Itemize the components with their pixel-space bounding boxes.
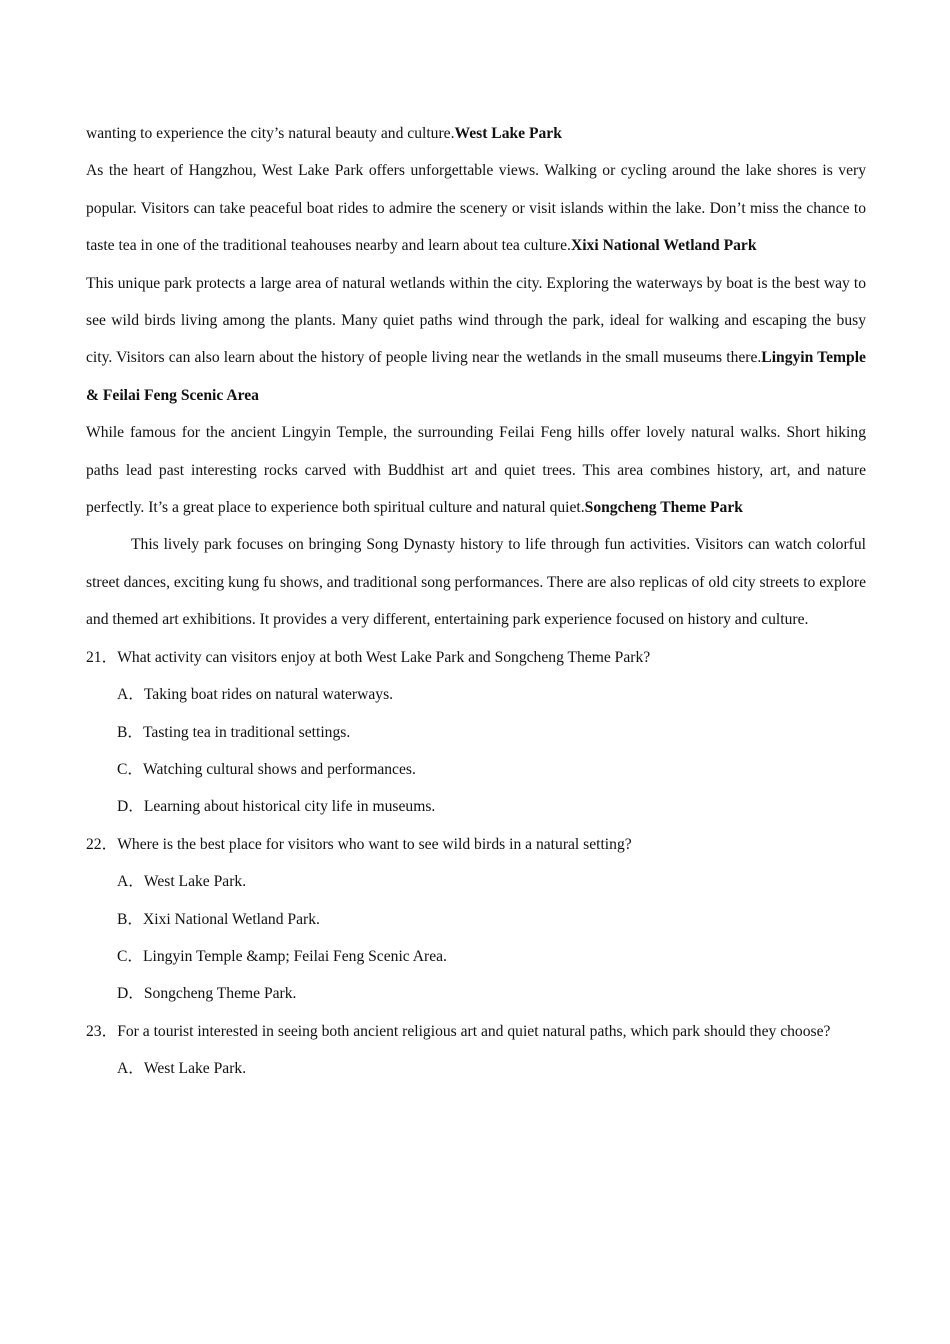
section-heading-songcheng: Songcheng Theme Park (584, 499, 743, 517)
option-21-c (86, 751, 866, 788)
passage-paragraph-xixi (86, 265, 866, 415)
option-letter: A． (117, 1060, 144, 1078)
option-22-a (86, 863, 866, 900)
question-23 (86, 1013, 866, 1050)
question-22 (86, 826, 866, 863)
paragraph-text: As the heart of Hangzhou, West Lake Park offers unforgettable views. Walking or cycling around the lake shores is very popular. Visitors can take peaceful boat rides to admire the scenery or visit islands within the lake. Don’t miss the chance to taste tea in one of the traditional teahouses nearby and learn about tea culture. (86, 162, 866, 255)
option-text: West Lake Park. (143, 1060, 247, 1078)
option-21-d (86, 788, 866, 825)
option-letter: A． (117, 686, 144, 704)
option-letter: A． (117, 873, 144, 891)
question-text: What activity can visitors enjoy at both West Lake Park and Songcheng Theme Park? (117, 648, 651, 666)
option-text: Xixi National Wetland Park. (143, 910, 320, 928)
paragraph-text: wanting to experience the city’s natural beauty and culture. (86, 125, 455, 142)
option-letter: C． (117, 760, 143, 778)
section-heading-lingyin: Lingyin Temple & Feilai Feng Scenic Area (86, 349, 866, 404)
option-text: Learning about historical city life in museums. (143, 798, 436, 816)
question-21 (86, 639, 866, 676)
section-heading-west-lake: West Lake Park (454, 125, 562, 142)
option-letter: B． (117, 910, 143, 928)
paragraph-text: This unique park protects a large area of natural wetlands within the city. Exploring the waterways by boat is the best way to see wild birds living among the plants. Many quiet paths wind through the park, ideal for walking and escaping the busy city. Visitors can also learn about the history of people living near the wetlands in the small museums there. (86, 274, 866, 367)
option-text: Lingyin Temple &amp; Feilai Feng Scenic Area. (143, 947, 447, 965)
question-number: 21． (86, 648, 118, 666)
passage-paragraph-intro (86, 115, 866, 152)
section-heading-xixi: Xixi National Wetland Park (570, 237, 757, 255)
option-22-c (86, 938, 866, 975)
option-21-a (86, 676, 866, 713)
question-number: 23． (86, 1022, 118, 1040)
question-text: For a tourist interested in seeing both ancient religious art and quiet natural paths, which park should they choose? (117, 1022, 831, 1040)
option-letter: C． (117, 947, 143, 965)
passage-paragraph-songcheng: This lively park focuses on bringing Song Dynasty history to life through fun activities. Visitors can watch colorful street dances, exciting kung fu shows, and traditional song performances. There are also replicas of old city streets to explore and themed art exhibitions. It provides a very different, entertaining park experience focused on history and culture. (86, 536, 867, 629)
option-letter: D． (117, 985, 144, 1003)
option-21-b (86, 714, 866, 751)
option-text: Watching cultural shows and performances. (143, 760, 416, 778)
passage-paragraph-west-lake (86, 152, 866, 264)
question-text: Where is the best place for visitors who want to see wild birds in a natural setting? (117, 835, 632, 853)
option-text: West Lake Park. (143, 873, 247, 891)
option-letter: B． (117, 723, 143, 741)
document-page (86, 115, 866, 1088)
option-22-d (86, 975, 866, 1012)
passage-paragraph-lingyin (86, 414, 866, 526)
option-letter: D． (117, 798, 144, 816)
option-text: Taking boat rides on natural waterways. (143, 686, 394, 704)
option-text: Songcheng Theme Park. (143, 985, 297, 1003)
option-23-a (86, 1050, 866, 1087)
option-22-b (86, 901, 866, 938)
question-number: 22． (86, 835, 118, 853)
option-text: Tasting tea in traditional settings. (143, 723, 351, 741)
paragraph-text: While famous for the ancient Lingyin Temple, the surrounding Feilai Feng hills offer lovely natural walks. Short hiking paths lead past interesting rocks carved with Buddhist art and quiet trees. This area combines history, art, and nature perfectly. It’s a great place to experience both spiritual culture and natural quiet. (86, 424, 866, 517)
